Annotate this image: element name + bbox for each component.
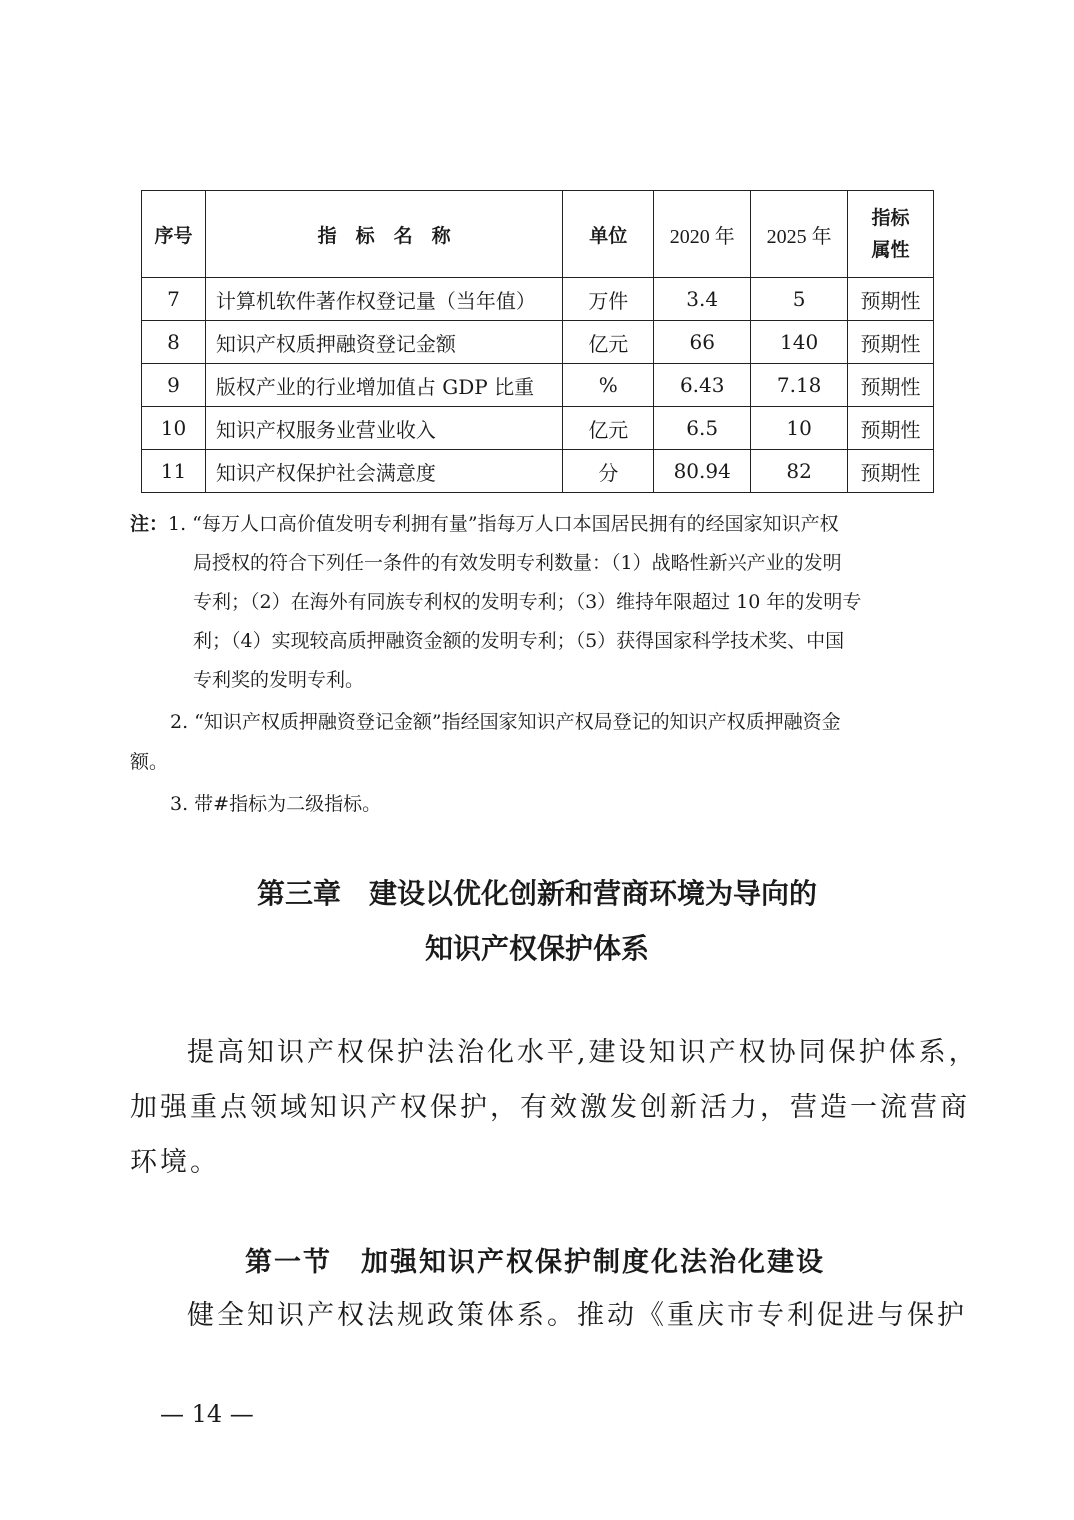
cell-unit: 亿元 bbox=[563, 321, 654, 364]
cell-2025: 5 bbox=[751, 278, 848, 321]
cell-2025: 140 bbox=[751, 321, 848, 364]
chapter-title-line-1: 第三章 建设以优化创新和营商环境为导向的 bbox=[256, 877, 817, 910]
page-number: — 14 — bbox=[160, 1400, 254, 1428]
cell-unit: 万件 bbox=[563, 278, 654, 321]
header-attr bbox=[848, 191, 934, 278]
cell-2025: 7.18 bbox=[751, 364, 848, 407]
cell-attr: 预期性 bbox=[848, 364, 934, 407]
note-1-line-4: 利；（4）实现较高质押融资金额的发明专利；（5）获得国家科学技术奖、中国 bbox=[193, 630, 845, 652]
cell-name: 知识产权保护社会满意度 bbox=[205, 450, 562, 493]
table-row bbox=[142, 407, 934, 450]
cell-attr: 预期性 bbox=[848, 450, 934, 493]
chapter-title-line-2: 知识产权保护体系 bbox=[424, 932, 649, 965]
note-1-text: 1. “每万人口高价值发明专利拥有量”指每万人口本国居民拥有的经国家知识产权 bbox=[168, 513, 839, 535]
note-2-line-2: 额。 bbox=[130, 751, 169, 773]
cell-2025: 82 bbox=[751, 450, 848, 493]
table-row bbox=[142, 364, 934, 407]
table-row bbox=[142, 321, 934, 364]
cell-2020: 80.94 bbox=[654, 450, 751, 493]
cell-attr: 预期性 bbox=[848, 278, 934, 321]
note-1-line-5: 专利奖的发明专利。 bbox=[193, 669, 365, 691]
indicator-table bbox=[141, 190, 934, 493]
cell-2020: 66 bbox=[654, 321, 751, 364]
cell-seq: 8 bbox=[142, 321, 206, 364]
note-2-line-1: 2. “知识产权质押融资登记金额”指经国家知识产权局登记的知识产权质押融资金 bbox=[170, 711, 841, 733]
table-row bbox=[142, 278, 934, 321]
note-3: 3. 带#指标为二级指标。 bbox=[170, 793, 382, 815]
cell-attr: 预期性 bbox=[848, 321, 934, 364]
table-header-row bbox=[142, 191, 934, 278]
header-unit: 单位 bbox=[563, 191, 654, 278]
header-2020: 2020 年 bbox=[654, 191, 751, 278]
note-1-line-2: 局授权的符合下列任一条件的有效发明专利数量：（1）战略性新兴产业的发明 bbox=[193, 552, 842, 574]
note-1-line-1 bbox=[130, 505, 839, 544]
header-seq: 序号 bbox=[142, 191, 206, 278]
cell-attr: 预期性 bbox=[848, 407, 934, 450]
cell-name: 知识产权服务业营业收入 bbox=[205, 407, 562, 450]
cell-unit: 分 bbox=[563, 450, 654, 493]
intro-line-2: 加强重点领域知识产权保护，有效激发创新活力，营造一流营商 bbox=[130, 1092, 970, 1123]
note-prefix: 注： bbox=[130, 513, 169, 535]
header-attr-line2: 属性 bbox=[871, 239, 910, 261]
cell-2020: 6.43 bbox=[654, 364, 751, 407]
cell-seq: 10 bbox=[142, 407, 206, 450]
cell-name: 版权产业的行业增加值占 GDP 比重 bbox=[205, 364, 562, 407]
cell-2020: 3.4 bbox=[654, 278, 751, 321]
cell-unit: % bbox=[563, 364, 654, 407]
header-name: 指 标 名 称 bbox=[205, 191, 562, 278]
cell-name: 计算机软件著作权登记量（当年值） bbox=[205, 278, 562, 321]
cell-seq: 9 bbox=[142, 364, 206, 407]
header-2025: 2025 年 bbox=[751, 191, 848, 278]
cell-2025: 10 bbox=[751, 407, 848, 450]
section-title: 第一节 加强知识产权保护制度化法治化建设 bbox=[245, 1247, 825, 1278]
section-body-line-1: 健全知识产权法规政策体系。推动《重庆市专利促进与保护 bbox=[187, 1300, 967, 1331]
intro-line-1: 提高知识产权保护法治化水平,建设知识产权协同保护体系， bbox=[187, 1037, 979, 1068]
table-row bbox=[142, 450, 934, 493]
cell-2020: 6.5 bbox=[654, 407, 751, 450]
cell-unit: 亿元 bbox=[563, 407, 654, 450]
cell-seq: 7 bbox=[142, 278, 206, 321]
intro-line-3: 环境。 bbox=[130, 1147, 220, 1178]
cell-name: 知识产权质押融资登记金额 bbox=[205, 321, 562, 364]
cell-seq: 11 bbox=[142, 450, 206, 493]
note-1-line-3: 专利；（2）在海外有同族专利权的发明专利；（3）维持年限超过 10 年的发明专 bbox=[193, 591, 862, 613]
header-attr-line1: 指标 bbox=[871, 207, 910, 229]
